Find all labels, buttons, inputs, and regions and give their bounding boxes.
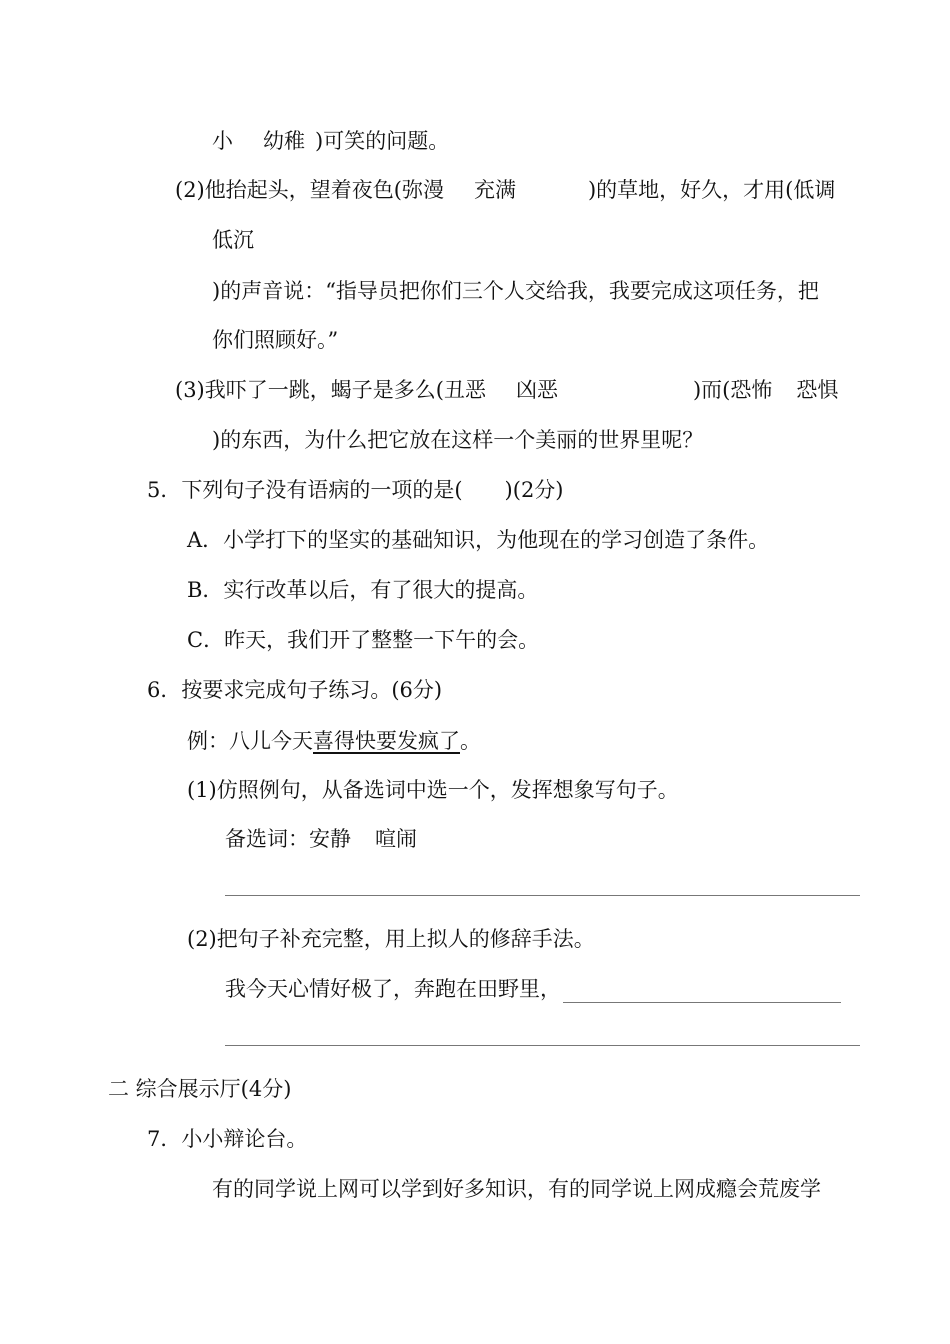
q4-part3-number: (3): [175, 378, 205, 402]
q6-example: [187, 727, 481, 755]
q4-part2-option-d: 低沉: [212, 228, 254, 252]
q4-part2-line4: [212, 326, 338, 354]
section2-title: 二 综合展示厅(4分): [108, 1077, 292, 1101]
q4-part1-tail-line: [212, 127, 449, 155]
q7-body: 有的同学说上网可以学到好多知识，有的同学说上网成瘾会荒废学: [212, 1177, 821, 1201]
q4-part3-text-middle: )而(: [692, 378, 731, 402]
q6-sub1: (1)仿照例句，从备选词中选一个，发挥想象写句子。: [187, 778, 679, 802]
q4-part1-option-a: 小: [212, 129, 233, 153]
q6-example-prefix: 例：八儿今天: [187, 729, 313, 753]
q4-part3-line2: [212, 426, 703, 454]
q6-sub1-answer-line[interactable]: [225, 895, 860, 896]
q6-word-bank-word-1: 安静: [309, 827, 351, 851]
q4-part2-option-a: 弥漫: [401, 178, 444, 202]
q4-part2-text-last: 你们照顾好。”: [212, 328, 339, 352]
q4-part2-option-c: 低调: [793, 178, 836, 202]
q6-word-bank: [225, 825, 417, 853]
q6-sub2-answer-line[interactable]: [225, 1045, 860, 1046]
q4-part3-text-before: 我吓了一跳，蝎子是多么(: [204, 378, 444, 402]
q4-part3-option-c: 恐怖: [730, 378, 773, 402]
q4-part2-text-before: 他抬起头，望着夜色(: [204, 178, 402, 202]
q6-example-underlined: 喜得快要发疯了: [313, 729, 460, 753]
q4-part3-option-a: 丑恶: [443, 378, 486, 402]
q4-part3-option-d: 恐惧: [796, 378, 839, 402]
q5-option-c: C．昨天，我们开了整整一下午的会。: [187, 628, 540, 652]
q6-sub2-inline-blank[interactable]: [563, 982, 841, 1003]
q6-word-bank-label: 备选词：: [225, 827, 309, 851]
q4-part2-number: (2): [175, 178, 205, 202]
q4-part2-line2: [212, 226, 254, 254]
q6-stem: 6．按要求完成句子练习。(6分): [147, 678, 443, 702]
q5-option-a: A．小学打下的坚实的基础知识，为他现在的学习创造了条件。: [187, 528, 770, 552]
q7-stem: 7．小小辩论台。: [147, 1127, 308, 1151]
q4-part2-text-after: )的声音说：“指导员把你们三个人交给我，我要完成这项任务，把: [212, 279, 819, 303]
q6-word-bank-word-2: 喧闹: [375, 827, 417, 851]
q4-part2-text-middle: )的草地，好久，才用(: [587, 178, 794, 202]
q4-part1-after: )可笑的问题。: [315, 129, 450, 153]
q5-option-b: B．实行改革以后，有了很大的提高。: [187, 578, 539, 602]
q4-part1-option-b: 幼稚: [263, 129, 305, 153]
q6-example-suffix: 。: [460, 729, 481, 753]
q4-part3-option-b: 凶恶: [515, 378, 558, 402]
q4-part3-line1: [175, 376, 838, 404]
q6-sub2: (2)把句子补充完整，用上拟人的修辞手法。: [187, 927, 595, 951]
q5-stem: 5．下列句子没有语病的一项的是( )(2分): [147, 478, 564, 502]
q4-part2-line1: [175, 176, 835, 204]
q6-sub2-prompt: 我今天心情好极了，奔跑在田野里，: [225, 977, 561, 1001]
q4-part3-text-after: )的东西，为什么把它放在这样一个美丽的世界里呢？: [212, 428, 704, 452]
q4-part2-line3: [212, 277, 819, 305]
q4-part2-option-b: 充满: [473, 178, 516, 202]
q6-sub2-prompt-line: [225, 975, 841, 1003]
